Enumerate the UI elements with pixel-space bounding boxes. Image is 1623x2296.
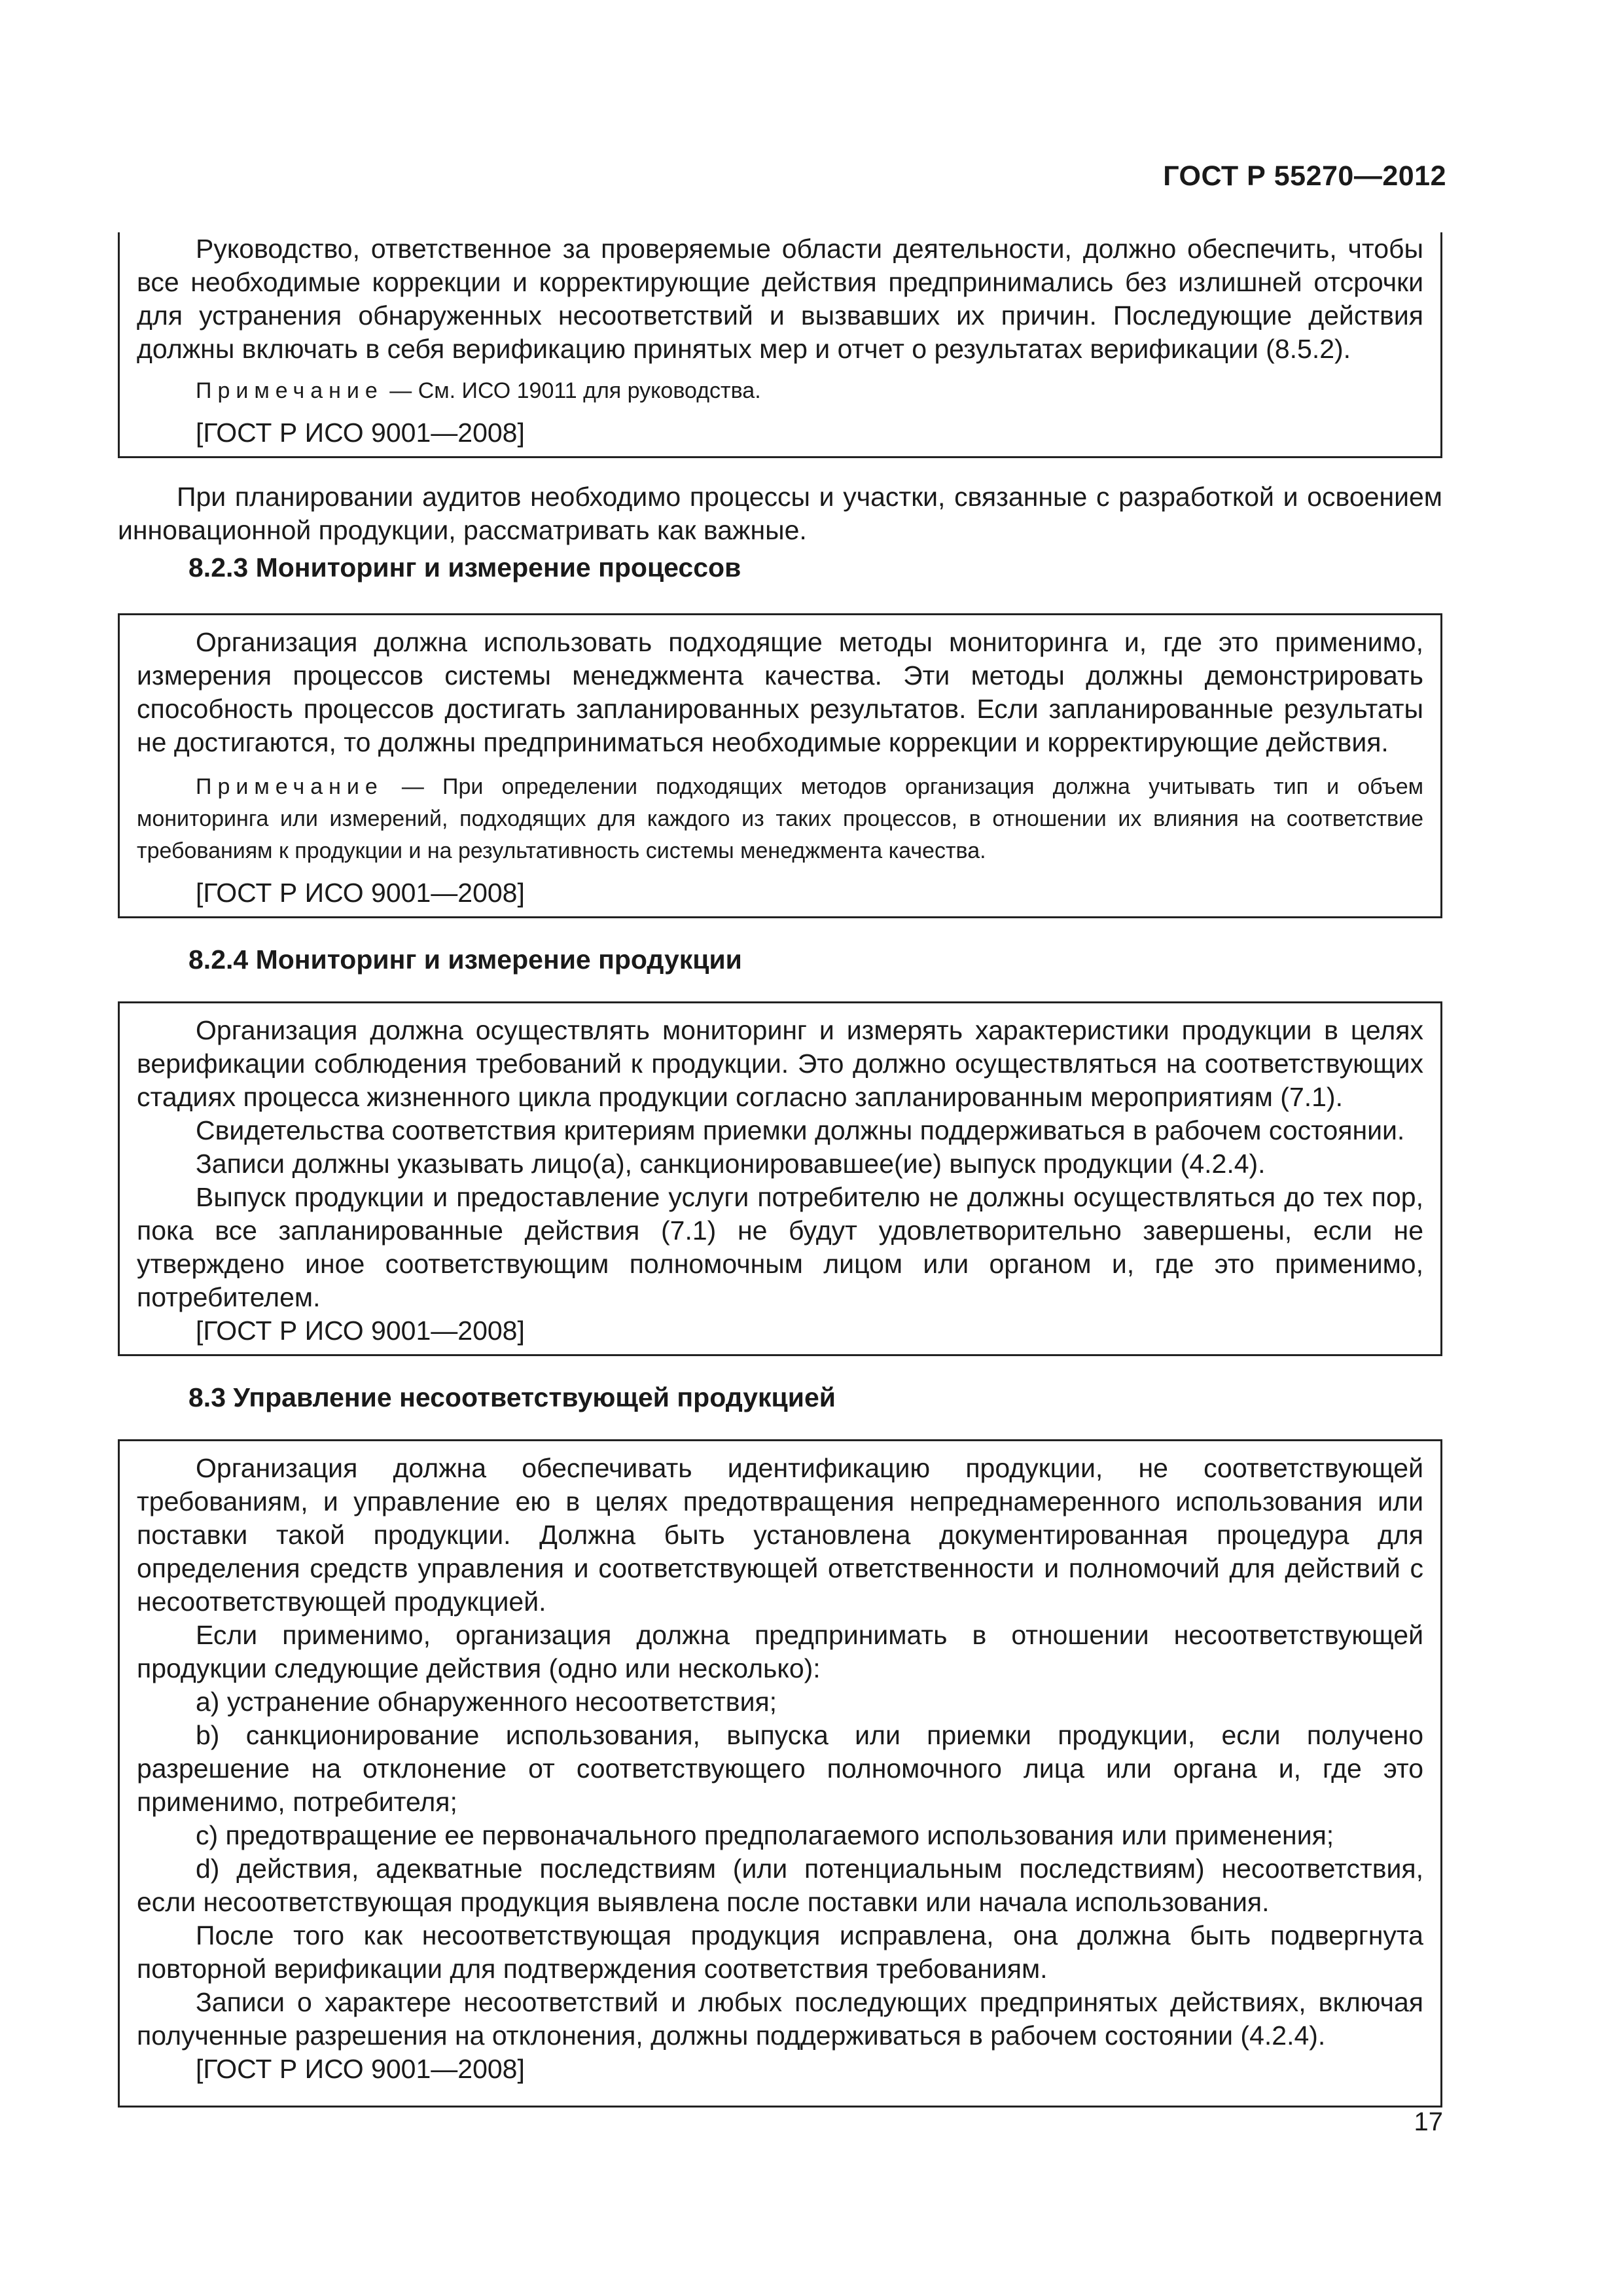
paragraph: Организация должна использовать подходящие методы мониторинга и, где это применимо, измерения процессов системы менеджмента качества. Эти методы должны демонстрировать способность процессов достигать запланированных результатов. Если запланированные результаты не достигаются, то должны предприниматься необходимые коррекции и корректирующие действия. (137, 627, 1423, 757)
paragraph: После того как несоответствующая продукция исправлена, она должна быть подвергнута повторной верификации для подтверждения соответствия требованиям. (137, 1920, 1423, 1984)
source-reference: [ГОСТ Р ИСО 9001—2008] (196, 2054, 525, 2084)
section-heading-8-2-4: 8.2.4 Мониторинг и измерение продукции (188, 944, 742, 975)
paragraph: Руководство, ответственное за проверяемые области деятельности, должно обеспечить, чтобы все необходимые коррекции и корректирующие действия предпринимались без излишней отсрочки для устранения обнаруженных несоответствий и вызвавших их причин. Последующие действия должны включать в себя верификацию принятых мер и отчет о результатах верификации (8.5.2). (137, 234, 1423, 364)
quote-box-8-3 (118, 1439, 1442, 2108)
note-label: Примечание (196, 774, 383, 799)
quote-box-8-2-3 (118, 613, 1442, 918)
quote-box-8-2-4 (118, 1001, 1442, 1356)
note (137, 375, 1423, 407)
document-id: ГОСТ Р 55270—2012 (1163, 160, 1446, 192)
page-number: 17 (1414, 2108, 1443, 2136)
section-heading-8-2-3: 8.2.3 Мониторинг и измерение процессов (188, 552, 741, 583)
paragraph: Выпуск продукции и предоставление услуги потребителю не должны осуществляться до тех пор, пока все запланированные действия (7.1) не будут удовлетворительно завершены, если не утверждено иное соответствующим полномочным лицом или органом и, где это применимо, потребителем. (137, 1182, 1423, 1312)
quote-box-audit-followup (118, 232, 1442, 458)
paragraph: При планировании аудитов необходимо процессы и участки, связанные с разработкой и освоением инновационной продукции, рассматривать как важные. (118, 482, 1442, 545)
note (137, 771, 1423, 867)
paragraph: Записи о характере несоответствий и любых последующих предпринятых действиях, включая полученные разрешения на отклонения, должны поддерживаться в рабочем состоянии (4.2.4). (137, 1987, 1423, 2051)
paragraph: Свидетельства соответствия критериям приемки должны поддерживаться в рабочем состоянии. (196, 1115, 1405, 1145)
page-content (118, 232, 1442, 2108)
note-text: — При определении подходящих методов организация должна учитывать тип и объем мониторинга или измерений, подходящих для каждого из таких процессов, в отношении их влияния на соответствие требованиям к продукции и на результативность системы менеджмента качества. (137, 774, 1423, 863)
paragraph: Организация должна обеспечивать идентификацию продукции, не соответствующей требованиям, и управление ею в целях предотвращения непреднамеренного использования или поставки такой продукции. Должна быть установлена документированная процедура для определения средств управления и соответствующей ответственности и полномочий для действий с несоответствующей продукцией. (137, 1453, 1423, 1617)
note-text: — См. ИСО 19011 для руководства. (383, 378, 761, 403)
list-item-a: a) устранение обнаруженного несоответствия; (196, 1687, 777, 1717)
list-item-c: c) предотвращение ее первоначального предполагаемого использования или применения; (196, 1820, 1334, 1850)
paragraph: Записи должны указывать лицо(а), санкционировавшее(ие) выпуск продукции (4.2.4). (196, 1149, 1266, 1179)
section-heading-8-3: 8.3 Управление несоответствующей продукцией (188, 1382, 836, 1412)
source-reference: [ГОСТ Р ИСО 9001—2008] (196, 1316, 525, 1346)
list-item-b: b) санкционирование использования, выпуска или приемки продукции, если получено разрешение на отклонение от соответствующего полномочного лица или органа и, где это применимо, потребителя; (137, 1720, 1423, 1817)
source-reference: [ГОСТ Р ИСО 9001—2008] (196, 878, 525, 908)
note-label: Примечание (196, 378, 383, 403)
paragraph: Если применимо, организация должна предпринимать в отношении несоответствующей продукции следующие действия (одно или несколько): (137, 1620, 1423, 1683)
paragraph: Организация должна осуществлять мониторинг и измерять характеристики продукции в целях верификации соблюдения требований к продукции. Это должно осуществляться на соответствующих стадиях процесса жизненного цикла продукции согласно запланированным мероприятиям (7.1). (137, 1015, 1423, 1112)
source-reference: [ГОСТ Р ИСО 9001—2008] (196, 418, 525, 448)
list-item-d: d) действия, адекватные последствиям (или потенциальным последствиям) несоответствия, если несоответствующая продукция выявлена после поставки или начала использования. (137, 1854, 1423, 1917)
